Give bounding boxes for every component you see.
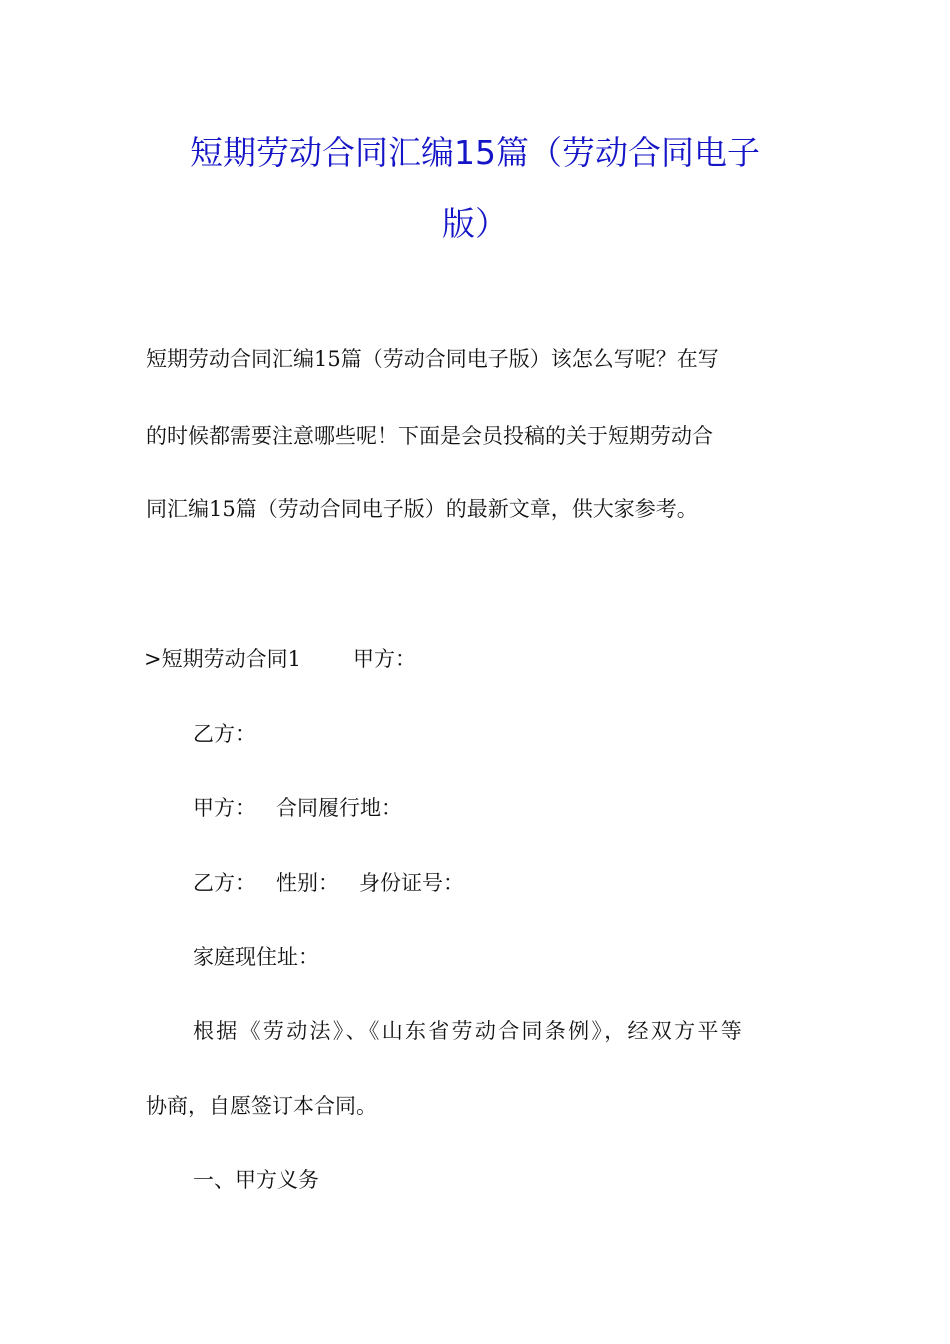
party-b-label: 乙方： bbox=[193, 871, 256, 895]
contract-basis-line-2: 协商，自愿签订本合同。 bbox=[146, 1094, 377, 1118]
place-of-performance-label: 合同履行地： bbox=[276, 796, 402, 820]
contract-basis-line-1: 根据《劳动法》、《山东省劳动合同条例》，经双方平等 bbox=[193, 1019, 744, 1043]
document-title-line-2: 版） bbox=[442, 204, 508, 243]
gender-label: 性别： bbox=[276, 871, 339, 895]
contract-heading: >短期劳动合同1 bbox=[144, 647, 301, 671]
intro-line-1: 短期劳动合同汇编15篇（劳动合同电子版）该怎么写呢？在写 bbox=[146, 347, 719, 371]
party-a-label: 甲方： bbox=[193, 796, 256, 820]
party-a-field-label: 甲方： bbox=[352, 647, 416, 671]
party-a-detail-row bbox=[193, 794, 402, 822]
contract-heading-row bbox=[144, 645, 416, 673]
intro-line-2: 的时候都需要注意哪些呢！下面是会员投稿的关于短期劳动合 bbox=[146, 424, 713, 448]
party-b-field-label: 乙方： bbox=[193, 722, 256, 746]
home-address-label: 家庭现住址： bbox=[193, 945, 319, 969]
intro-line-3: 同汇编15篇（劳动合同电子版）的最新文章，供大家参考。 bbox=[146, 497, 698, 521]
party-b-detail-row bbox=[193, 869, 464, 897]
section-heading-party-a-obligations: 一、甲方义务 bbox=[193, 1168, 319, 1192]
id-number-label: 身份证号： bbox=[359, 871, 464, 895]
document-title-line-1: 短期劳动合同汇编15篇（劳动合同电子 bbox=[190, 133, 760, 172]
